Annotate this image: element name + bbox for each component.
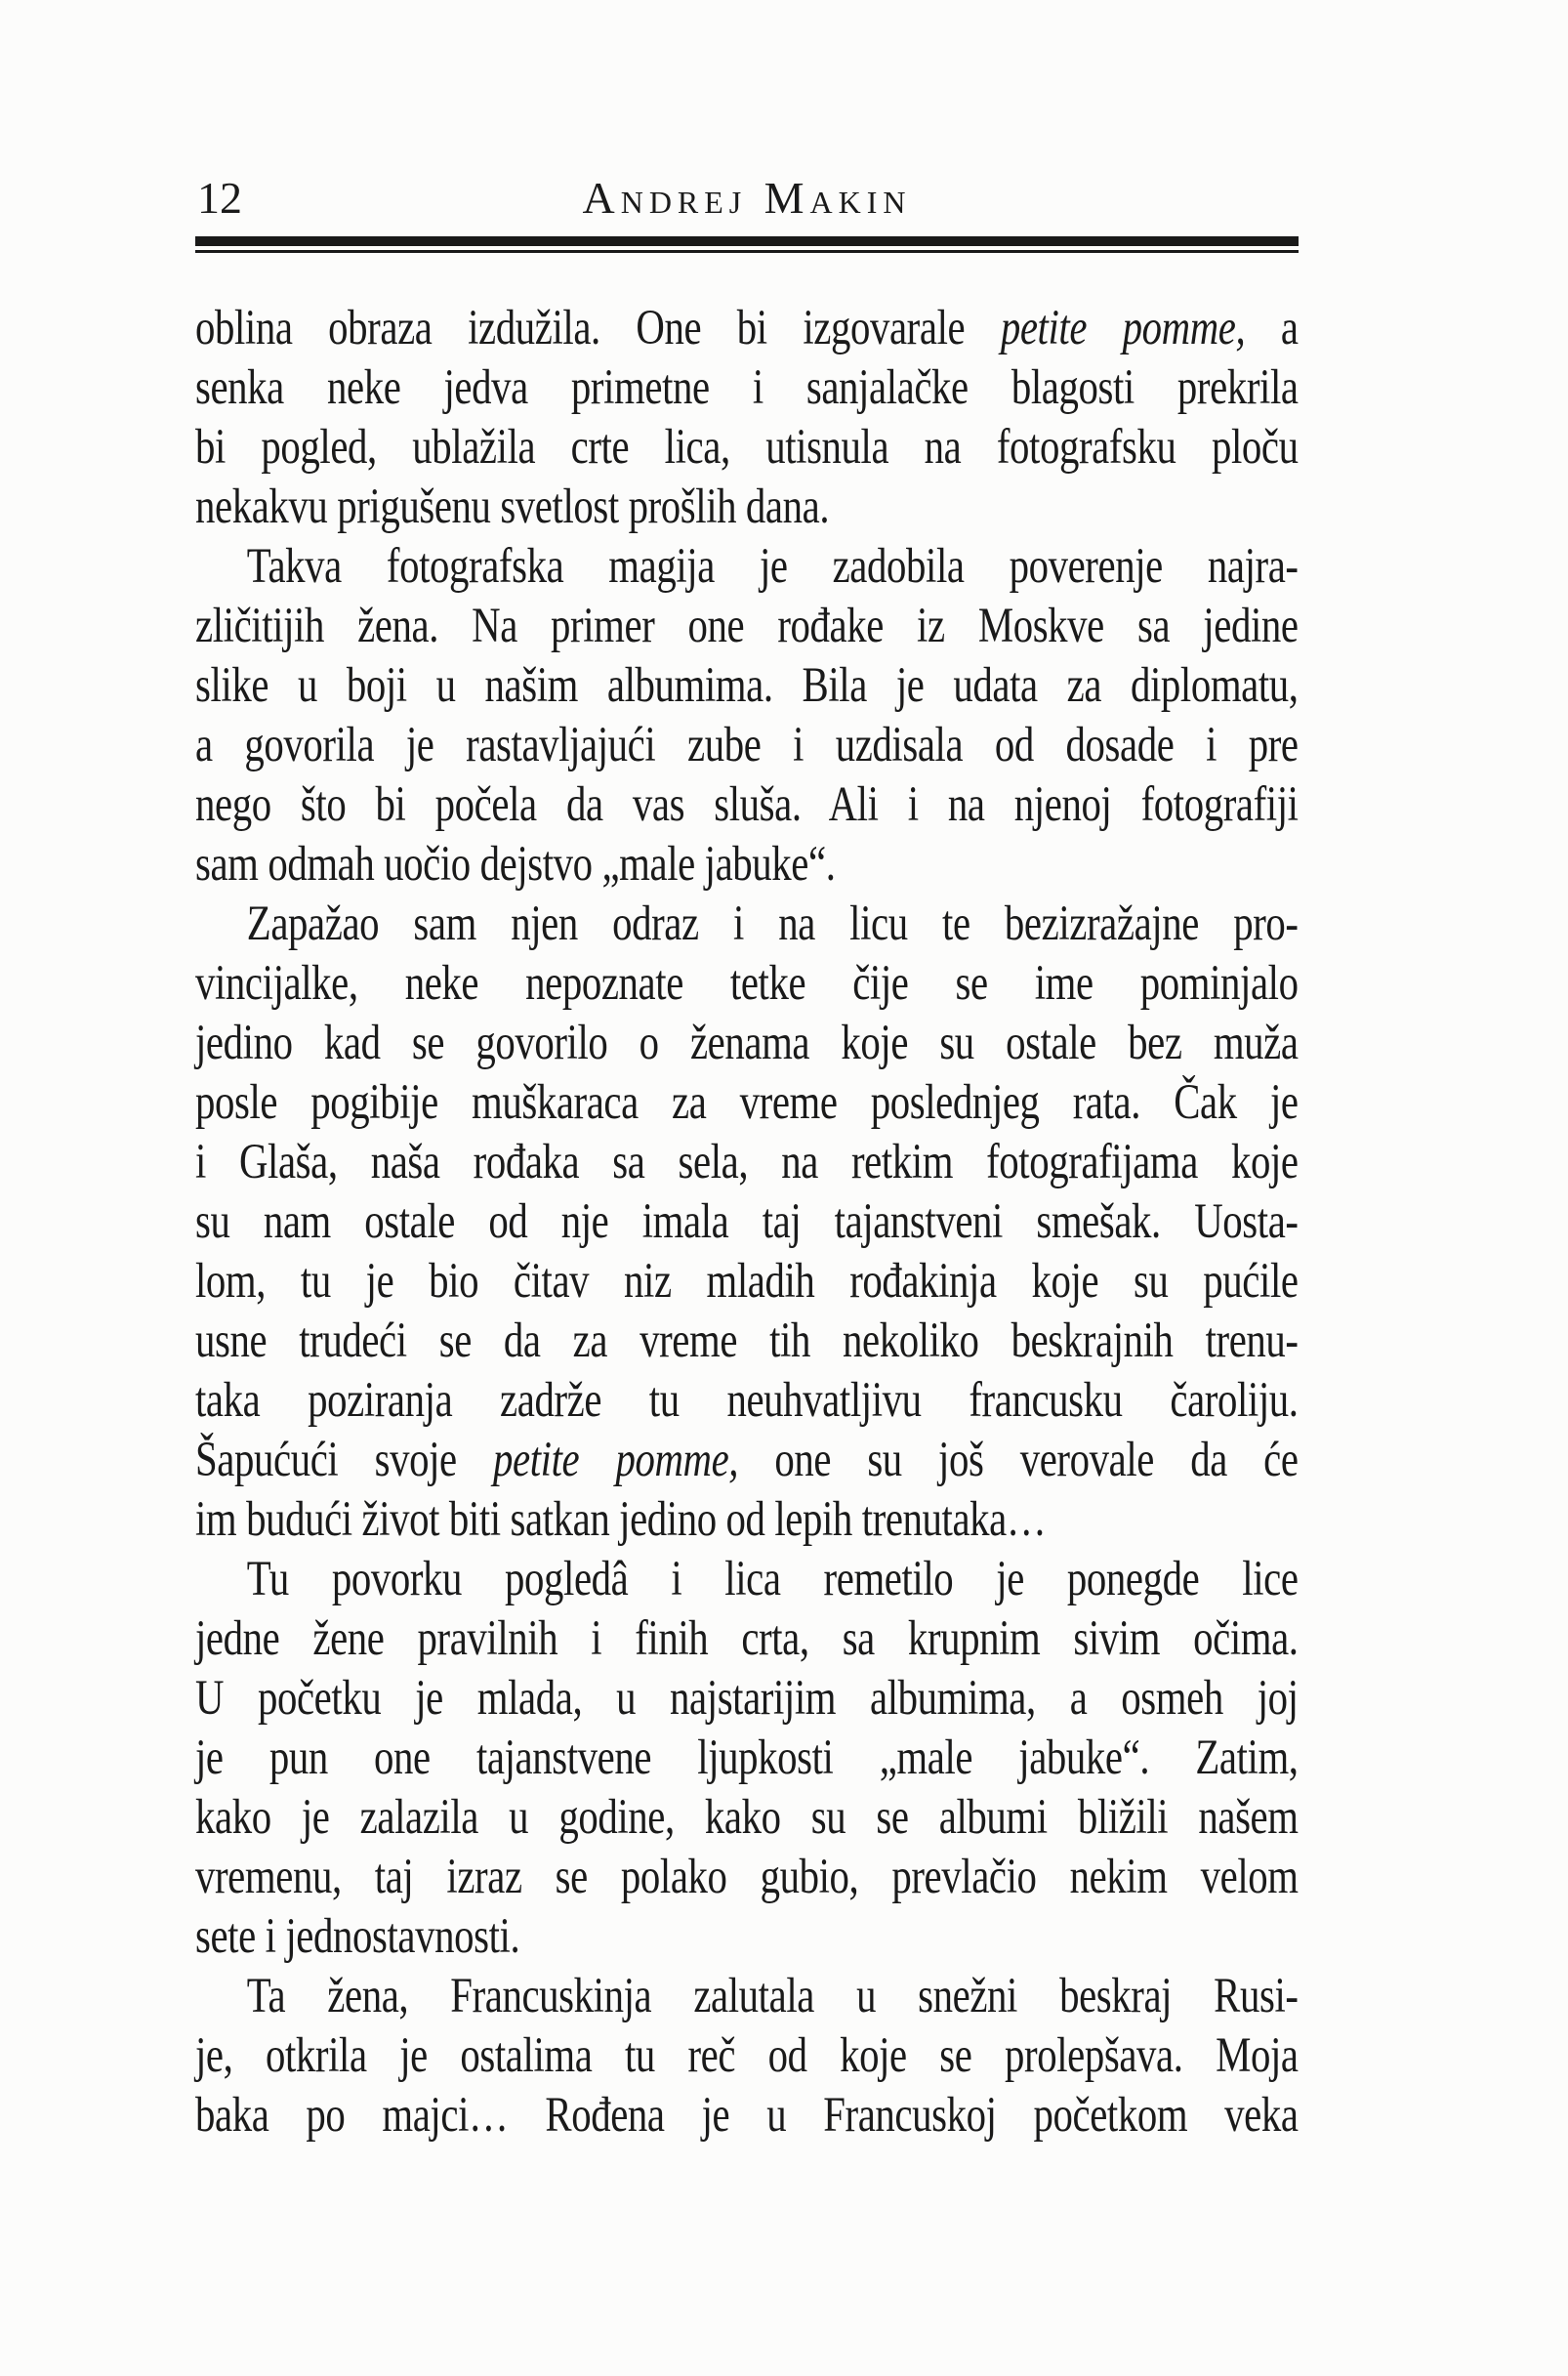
- text-line: [195, 537, 1299, 597]
- text-segment: sam odmah uočio dejstvo „male jabuke“.: [195, 837, 836, 892]
- text-block: [195, 299, 1299, 2146]
- text-segment: su nam ostale od nje imala taj tajanstveni smešak. Uosta-: [195, 1194, 1299, 1249]
- text-segment: vincijalke, neke nepoznate tetke čije se ime pominjalo: [195, 956, 1299, 1011]
- text-line: [195, 1609, 1299, 1669]
- text-segment: usne trudeći se da za vreme tih nekoliko beskrajnih trenu-: [195, 1313, 1299, 1368]
- paragraph: [195, 299, 1299, 537]
- text-segment: bi pogled, ublažila crte lica, utisnula na fotografsku ploču: [195, 420, 1299, 475]
- text-segment: U početku je mlada, u najstarijim albumima, a osmeh joj: [195, 1671, 1299, 1726]
- running-title: Andrej Makin: [582, 173, 912, 223]
- text-line: [195, 1788, 1299, 1848]
- text-line: [195, 1252, 1299, 1312]
- text-segment: baka po majci… Rođena je u Francuskoj početkom veka: [195, 2088, 1299, 2143]
- text-segment: taka poziranja zadrže tu neuhvatljivu francusku čaroliju.: [195, 1373, 1299, 1428]
- text-segment: Takva fotografska magija je zadobila poverenje najra-: [246, 539, 1299, 594]
- text-line: [195, 1550, 1299, 1609]
- text-segment: Tu povorku pogledâ i lica remetilo je ponegde lice: [246, 1552, 1299, 1606]
- italic-text-segment: petite pomme,: [1000, 301, 1246, 355]
- text-segment: lom, tu je bio čitav niz mladih rođakinja koje su pućile: [195, 1254, 1299, 1309]
- text-segment: Šapućući svoje: [195, 1433, 493, 1487]
- text-segment: a govorila je rastavljajući zube i uzdisala od dosade i pre: [195, 718, 1299, 772]
- text-line: [195, 954, 1299, 1014]
- paragraph: [195, 895, 1299, 1550]
- text-line: [195, 2026, 1299, 2086]
- text-segment: senka neke jedva primetne i sanjalačke blagosti prekrila: [195, 360, 1299, 415]
- text-line: [195, 1729, 1299, 1788]
- text-line: [195, 597, 1299, 656]
- text-line: [195, 358, 1299, 418]
- text-line: [195, 1133, 1299, 1192]
- text-line: [195, 1073, 1299, 1133]
- text-segment: one su još verovale da će: [738, 1433, 1299, 1487]
- text-segment: je pun one tajanstvene ljupkosti „male jabuke“. Zatim,: [195, 1730, 1299, 1785]
- text-segment: posle pogibije muškaraca za vreme poslednjeg rata. Čak je: [195, 1075, 1299, 1130]
- text-line: [195, 1014, 1299, 1073]
- text-segment: vremenu, taj izraz se polako gubio, prevlačio nekim velom: [195, 1850, 1299, 1904]
- text-line: [195, 716, 1299, 775]
- text-segment: Zapažao sam njen odraz i na licu te bezizražajne pro-: [246, 896, 1299, 951]
- text-segment: jedino kad se govorilo o ženama koje su ostale bez muža: [195, 1016, 1299, 1070]
- page-number: 12: [197, 173, 242, 223]
- text-segment: nekakvu prigušenu svetlost prošlih dana.: [195, 479, 830, 534]
- text-segment: kako je zalazila u godine, kako su se albumi bližili našem: [195, 1790, 1299, 1845]
- text-line: [195, 1907, 1299, 1967]
- header-rule-thick: [195, 236, 1299, 246]
- text-segment: a: [1245, 301, 1299, 355]
- text-line: [195, 1431, 1299, 1490]
- text-segment: Ta žena, Francuskinja zalutala u snežni beskraj Rusi-: [246, 1969, 1299, 2023]
- text-segment: im budući život biti satkan jedino od lepih trenutaka…: [195, 1492, 1047, 1547]
- text-segment: i Glaša, naša rođaka sa sela, na retkim fotografijama koje: [195, 1135, 1299, 1189]
- text-line: [195, 2086, 1299, 2146]
- paragraph: [195, 1967, 1299, 2146]
- text-segment: je, otkrila je ostalima tu reč od koje se prolepšava. Moja: [195, 2028, 1299, 2083]
- text-line: [195, 1490, 1299, 1550]
- text-segment: slike u boji u našim albumima. Bila je udata za diplomatu,: [195, 658, 1299, 713]
- text-line: [195, 1967, 1299, 2026]
- text-line: [195, 1371, 1299, 1431]
- paragraph: [195, 1550, 1299, 1967]
- text-line: [195, 1848, 1299, 1907]
- text-line: [195, 418, 1299, 478]
- text-segment: oblina obraza izdužila. One bi izgovarale: [195, 301, 1001, 355]
- text-segment: nego što bi počela da vas sluša. Ali i na njenoj fotografiji: [195, 777, 1299, 832]
- text-segment: jedne žene pravilnih i finih crta, sa krupnim sivim očima.: [195, 1611, 1299, 1666]
- text-line: [195, 656, 1299, 716]
- text-line: [195, 478, 1299, 537]
- text-segment: zličitijih žena. Na primer one rođake iz Moskve sa jedine: [195, 599, 1299, 653]
- italic-text-segment: petite pomme,: [492, 1433, 739, 1487]
- text-line: [195, 775, 1299, 835]
- text-line: [195, 299, 1299, 358]
- text-line: [195, 1669, 1299, 1729]
- page-header: [195, 173, 1299, 225]
- text-line: [195, 835, 1299, 895]
- text-line: [195, 895, 1299, 954]
- paragraph: [195, 537, 1299, 895]
- text-segment: sete i jednostavnosti.: [195, 1909, 520, 1964]
- text-line: [195, 1312, 1299, 1371]
- header-rule-thin: [195, 250, 1299, 253]
- text-line: [195, 1192, 1299, 1252]
